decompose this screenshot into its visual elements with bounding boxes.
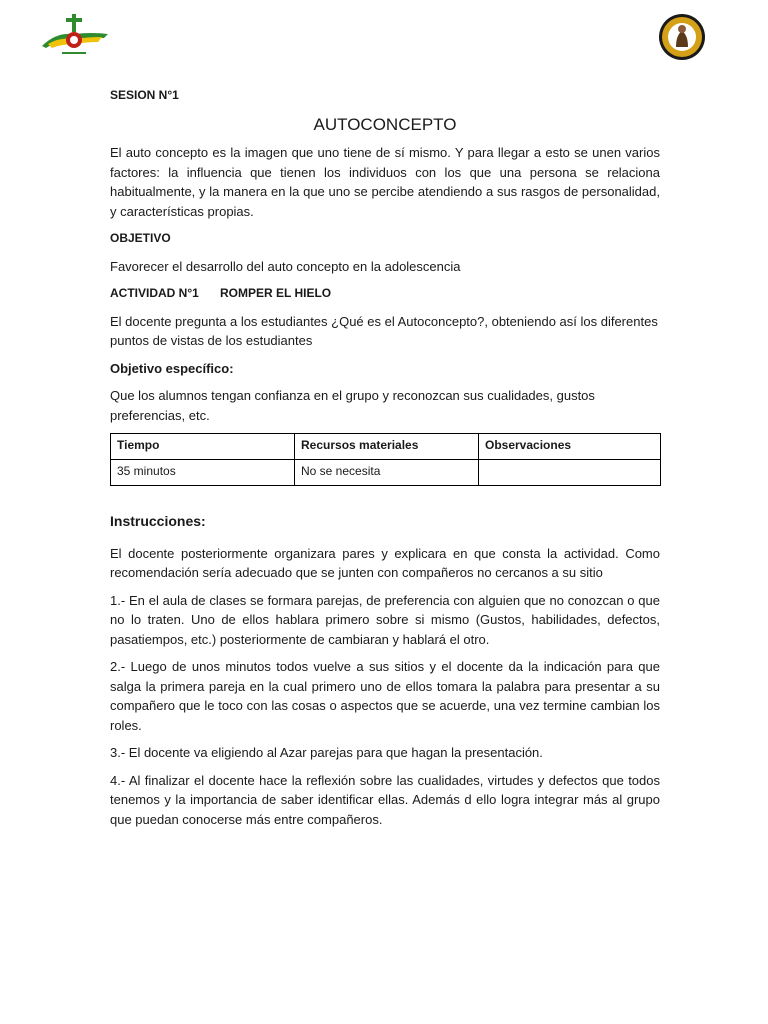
objetivo-especifico-text: Que los alumnos tengan confianza en el grupo y reconozcan sus cualidades, gustos preferencias, etc. [110, 388, 595, 423]
round-seal-logo-icon [656, 13, 708, 61]
objetivo-heading: OBJETIVO [110, 231, 171, 245]
objetivo-especifico-heading: Objetivo específico: [110, 360, 234, 376]
objetivo-text: Favorecer el desarrollo del auto concepto en la adolescencia [110, 258, 461, 274]
instrucciones-heading: Instrucciones: [110, 513, 206, 529]
page-title: AUTOCONCEPTO [313, 114, 457, 134]
table-header-cell: Tiempo [111, 434, 295, 460]
activity-table [110, 433, 661, 486]
table-row [111, 460, 661, 486]
actividad-text: El docente pregunta a los estudiantes ¿Qué es el Autoconcepto?, obteniendo así los diferentes puntos de vistas de los estudiantes [110, 313, 658, 348]
table-header-cell: Observaciones [479, 434, 661, 460]
actividad-name: ROMPER EL HIELO [220, 286, 332, 300]
intro-paragraph: El auto concepto es la imagen que uno tiene de sí mismo. Y para llegar a esto se unen varios factores: la influencia que tienen los individuos con los que una persona se relaciona habitualmente, y la manera en la que uno se percibe atendiendo a sus rasgos de personalidad, y características propias. [110, 145, 660, 219]
table-header-cell: Recursos materiales [295, 434, 479, 460]
actividad-label: ACTIVIDAD N°1 [110, 286, 199, 300]
instruction-step: 4.- Al finalizar el docente hace la reflexión sobre las cualidades, virtudes y defectos que todos tenemos y la importancia de saber identificar ellas. Además d ello logra integrar más al grupo que puedan conocerse más entre compañeros. [110, 772, 660, 827]
instrucciones-intro: El docente posteriormente organizara pares y explicara en que consta la actividad. Como recomendación sería adecuado que se junten con compañeros no cercanos a su sitio [110, 545, 660, 580]
table-cell: No se necesita [295, 460, 479, 486]
document-body [110, 86, 660, 837]
cross-arch-logo-icon [38, 12, 112, 60]
session-label: SESION N°1 [110, 88, 179, 102]
table-cell [479, 460, 661, 486]
table-cell: 35 minutos [111, 460, 295, 486]
instruction-step: 3.- El docente va eligiendo al Azar parejas para que hagan la presentación. [110, 745, 543, 760]
instruction-step: 2.- Luego de unos minutos todos vuelve a sus sitios y el docente da la indicación para que salga la primera pareja en la cual primero uno de ellos tomara la palabra para presentar a su compañero que le toco con las cosas o aspectos que se acuerde, una vez termine cambian los roles. [110, 659, 660, 733]
actividad-heading [110, 284, 660, 304]
instruction-step: 1.- En el aula de clases se formara parejas, de preferencia con alguien que no conozcan o que no lo traten. Uno de ellos hablara primero sobre si mismo (Gustos, habilidades, defectos, pasatiempos, etc.) posteriormente de cambiaran y hablará el otro. [110, 592, 660, 647]
table-header-row [111, 434, 661, 460]
